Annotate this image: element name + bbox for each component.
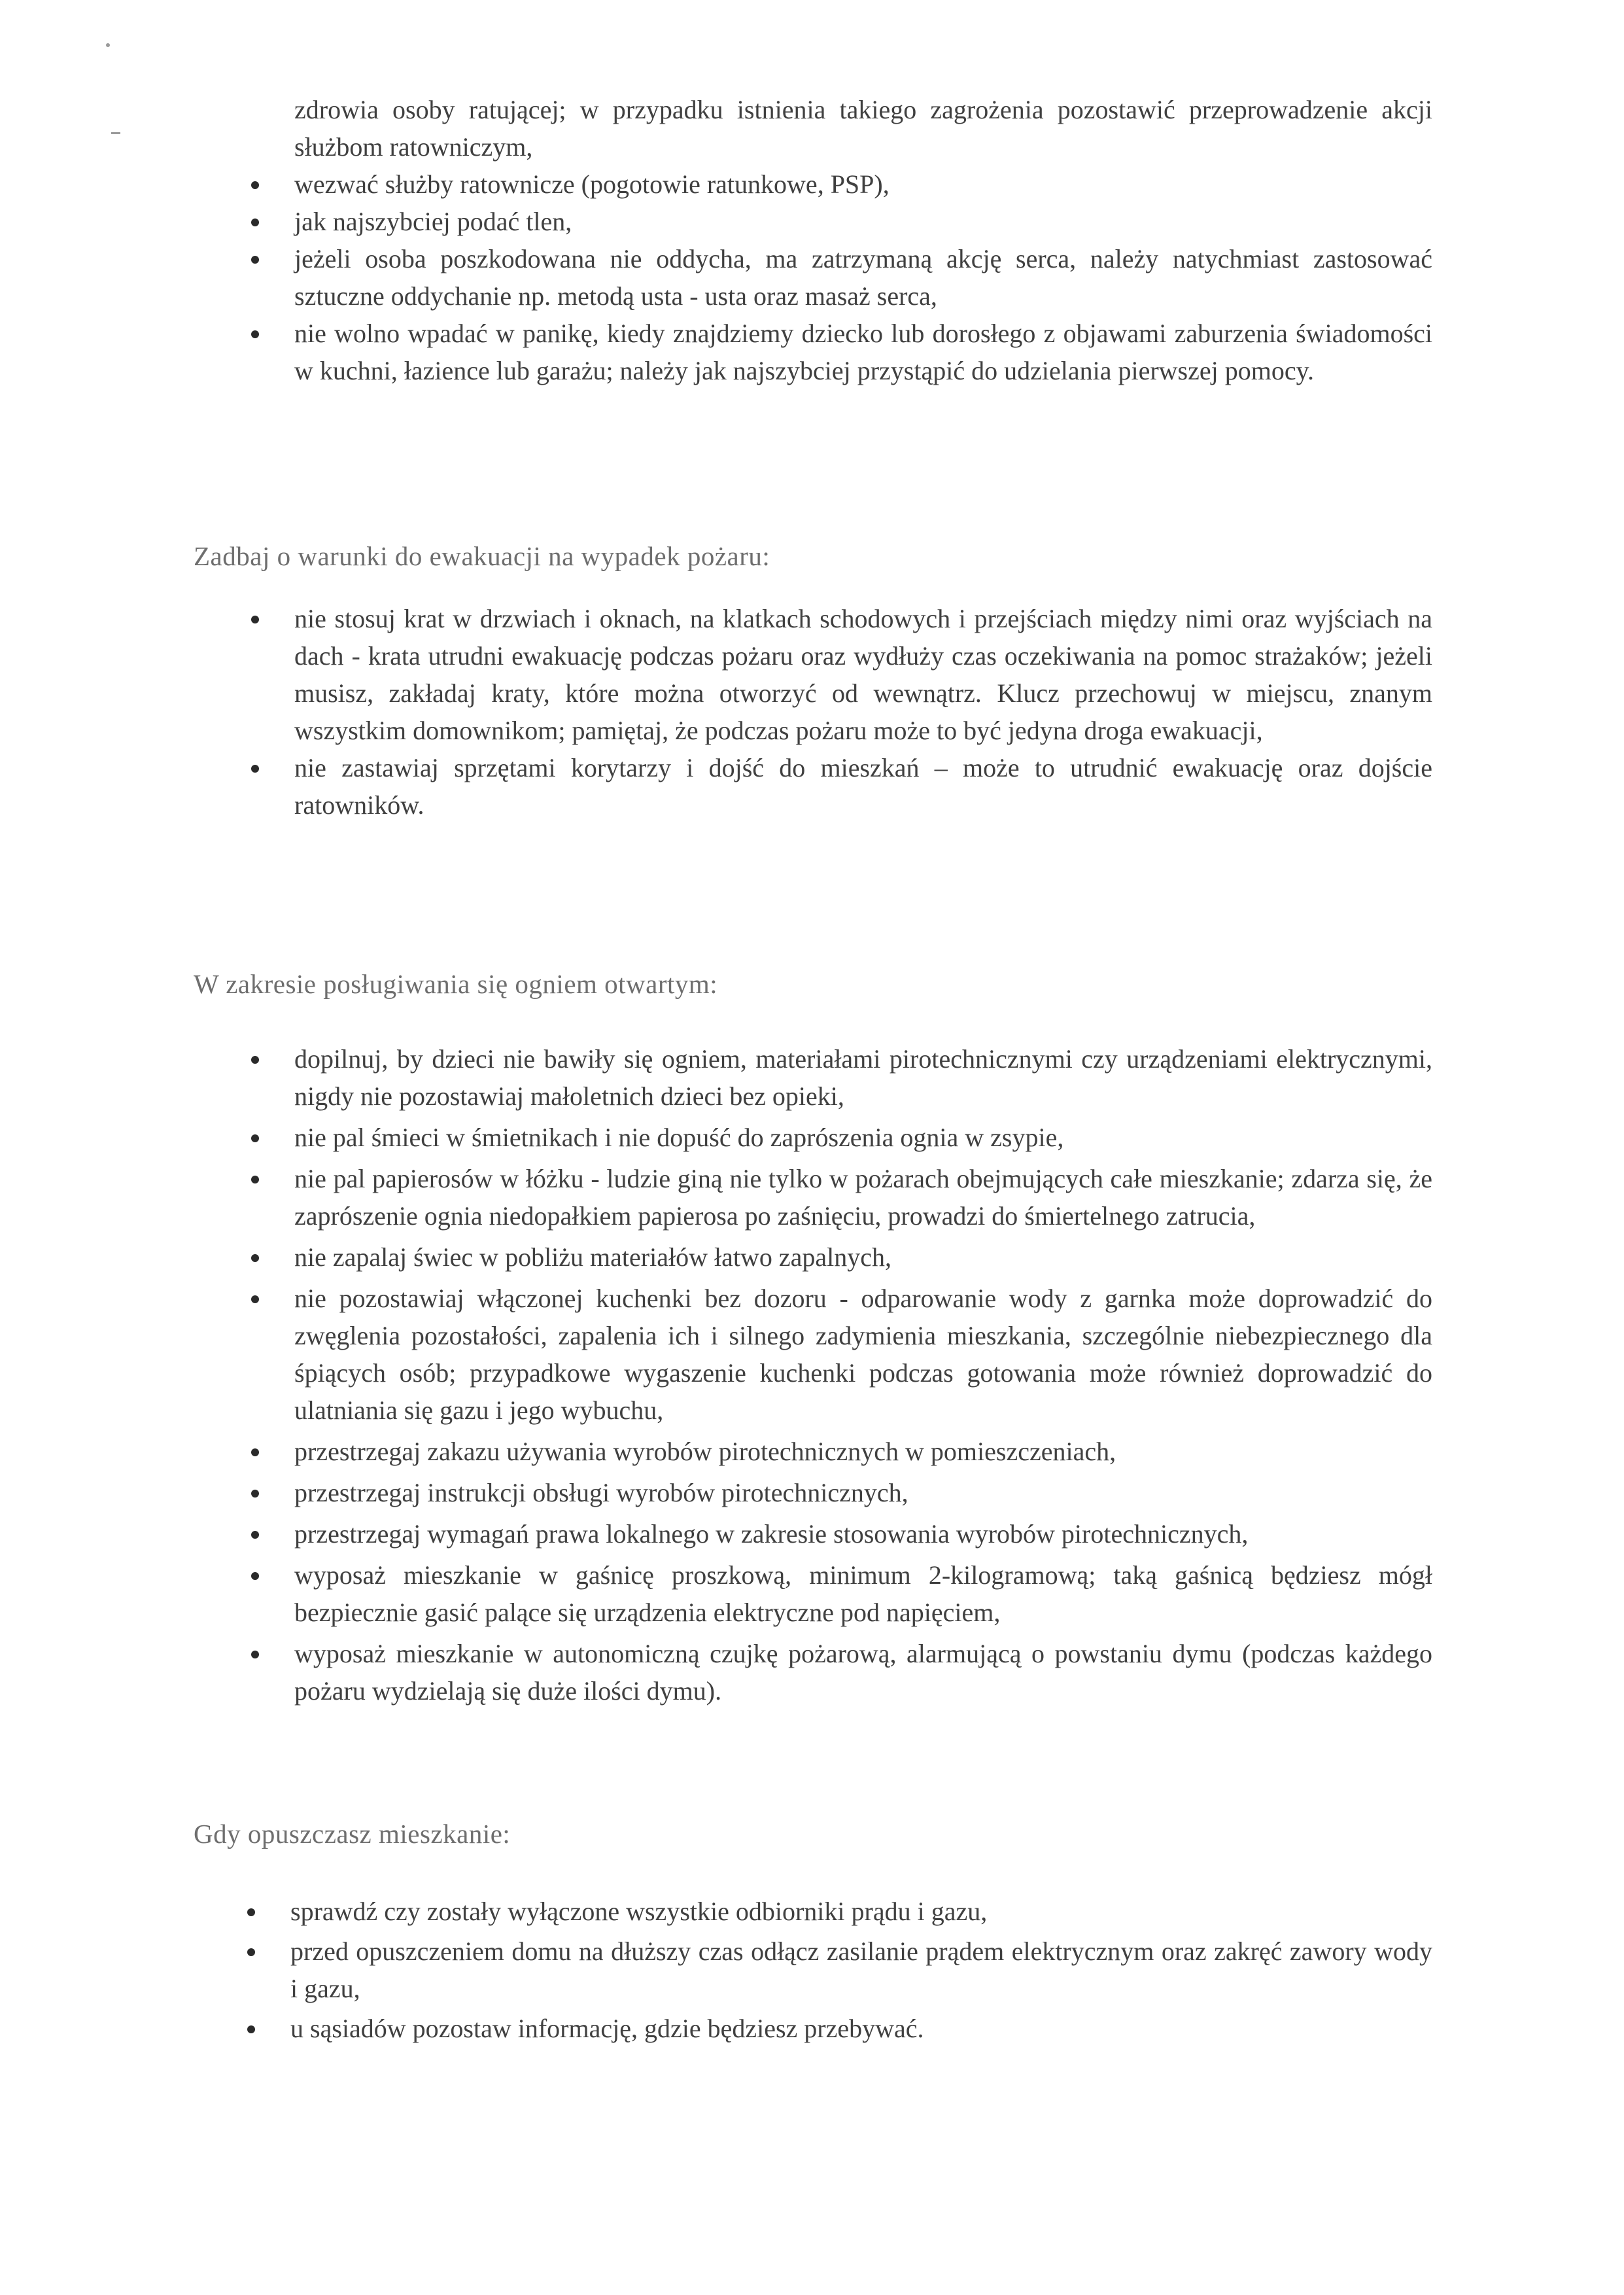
bullet-icon — [251, 1448, 259, 1456]
bullet-icon — [251, 256, 259, 264]
list-item — [294, 600, 1432, 749]
list-item — [294, 1160, 1432, 1235]
list-item — [290, 1893, 1432, 1930]
bullet-icon — [251, 1254, 259, 1262]
list-item-text: przestrzegaj instrukcji obsługi wyrobów pirotechnicznych, — [294, 1478, 908, 1507]
bullet-icon — [251, 1134, 259, 1142]
list-item-text: wyposaż mieszkanie w autonomiczną czujkę pożarową, alarmującą o powstaniu dymu (podczas każdego pożaru wydzielają się duże ilości dymu). — [294, 1639, 1432, 1706]
list-item-text: nie zastawiaj sprzętami korytarzy i dojść do mieszkań – może to utrudnić ewakuację oraz dojście ratowników. — [294, 753, 1432, 820]
continuation-paragraph: zdrowia osoby ratującej; w przypadku istnienia takiego zagrożenia pozostawić przeprowadzenie akcji służbom ratowniczym, — [294, 95, 1432, 162]
list-item-text: sprawdź czy zostały wyłączone wszystkie odbiorniki prądu i gazu, — [290, 1897, 988, 1926]
evacuation-list — [294, 600, 1432, 824]
bullet-icon — [251, 219, 259, 226]
bullet-icon — [251, 1056, 259, 1064]
list-item — [294, 1280, 1432, 1429]
list-item-text: nie pal papierosów w łóżku - ludzie giną nie tylko w pożarach obejmujących całe mieszkanie; zdarza się, że zaprószenie ognia niedopałkiem papierosa po zaśnięciu, prowadzi do śmiertelnego zatrucia, — [294, 1164, 1432, 1231]
list-item-text: nie pal śmieci w śmietnikach i nie dopuść do zaprószenia ognia w zsypie, — [294, 1123, 1064, 1152]
bullet-icon — [251, 1176, 259, 1183]
bullet-icon — [251, 1295, 259, 1303]
list-item — [294, 166, 1432, 203]
list-item — [294, 1040, 1432, 1115]
scan-speck — [106, 43, 110, 47]
list-item-text: nie pozostawiaj włączonej kuchenki bez dozoru - odparowanie wody z garnka może doprowadzić do zwęglenia pozostałości, zapalenia ich i silnego zadymienia mieszkania, szczególnie niebezpiecznego dla śpiących osób; przypadkowe wygaszenie kuchenki podczas gotowania może również doprowadzić do ulatniania się gazu i jego wybuchu, — [294, 1284, 1432, 1425]
bullet-icon — [247, 2025, 255, 2033]
list-item — [294, 1556, 1432, 1631]
list-item-text: wyposaż mieszkanie w gaśnicę proszkową, minimum 2-kilogramową; taką gaśnicą będziesz mógł bezpiecznie gasić palące się urządzenia elektryczne pod napięciem, — [294, 1560, 1432, 1627]
bullet-icon — [251, 330, 259, 338]
list-item — [294, 315, 1432, 389]
list-item — [294, 1635, 1432, 1709]
list-item — [294, 1238, 1432, 1276]
bullet-icon — [251, 616, 259, 623]
list-item-text: nie stosuj krat w drzwiach i oknach, na klatkach schodowych i przejściach między nimi oraz wyjściach na dach - krata utrudni ewakuację podczas pożaru oraz wydłuży czas oczekiwania na pomoc strażaków; jeżeli musisz, zakładaj kraty, które można otworzyć od wewnątrz. Klucz przechowuj w miejscu, znanym wszystkim domownikom; pamiętaj, że podczas pożaru może to być jedyna droga ewakuacji, — [294, 604, 1432, 745]
list-item-text: dopilnuj, by dzieci nie bawiły się ogniem, materiałami pirotechnicznymi czy urządzeniami elektrycznymi, nigdy nie pozostawiaj małoletnich dzieci bez opieki, — [294, 1044, 1432, 1111]
scan-speck — [111, 132, 120, 134]
first-aid-list — [294, 166, 1432, 389]
list-item — [294, 240, 1432, 315]
list-item-text: u sąsiadów pozostaw informację, gdzie będziesz przebywać. — [290, 2014, 924, 2043]
bullet-icon — [247, 1948, 255, 1956]
bullet-icon — [247, 1908, 255, 1916]
bullet-icon — [251, 181, 259, 189]
list-item-text: przestrzegaj wymagań prawa lokalnego w zakresie stosowania wyrobów pirotechnicznych, — [294, 1519, 1249, 1549]
leaving-list — [290, 1893, 1432, 2050]
bullet-icon — [251, 1651, 259, 1658]
section-heading-evacuation: Zadbaj o warunki do ewakuacji na wypadek pożaru: — [194, 541, 770, 571]
open-fire-list — [294, 1040, 1432, 1713]
bullet-icon — [251, 1572, 259, 1580]
bullet-icon — [251, 1531, 259, 1539]
list-item-text: przed opuszczeniem domu na dłuższy czas odłącz zasilanie prądem elektrycznym oraz zakręć zawory wody i gazu, — [290, 1936, 1432, 2003]
list-item — [290, 1933, 1432, 2007]
list-item-text: przestrzegaj zakazu używania wyrobów pirotechnicznych w pomieszczeniach, — [294, 1437, 1116, 1466]
list-item — [294, 1433, 1432, 1470]
list-item — [294, 1119, 1432, 1156]
bullet-icon — [251, 765, 259, 773]
list-item — [294, 1474, 1432, 1511]
section-heading-leaving: Gdy opuszczasz mieszkanie: — [194, 1819, 511, 1849]
list-item-text: nie zapalaj świec w pobliżu materiałów łatwo zapalnych, — [294, 1242, 891, 1272]
list-item — [294, 1515, 1432, 1552]
bullet-icon — [251, 1490, 259, 1498]
list-item — [294, 203, 1432, 240]
list-item — [290, 2010, 1432, 2047]
list-item-text: nie wolno wpadać w panikę, kiedy znajdziemy dziecko lub dorosłego z objawami zaburzenia świadomości w kuchni, łazience lub garażu; należy jak najszybciej przystąpić do udzielania pierwszej pomocy. — [294, 319, 1432, 385]
list-item-text: jak najszybciej podać tlen, — [294, 207, 572, 236]
section-heading-open-fire: W zakresie posługiwania się ogniem otwartym: — [194, 969, 718, 999]
list-item-text: wezwać służby ratownicze (pogotowie ratunkowe, PSP), — [294, 169, 890, 199]
list-item-text: jeżeli osoba poszkodowana nie oddycha, ma zatrzymaną akcję serca, należy natychmiast zastosować sztuczne oddychanie np. metodą usta - usta oraz masaż serca, — [294, 244, 1432, 311]
list-item — [294, 749, 1432, 824]
